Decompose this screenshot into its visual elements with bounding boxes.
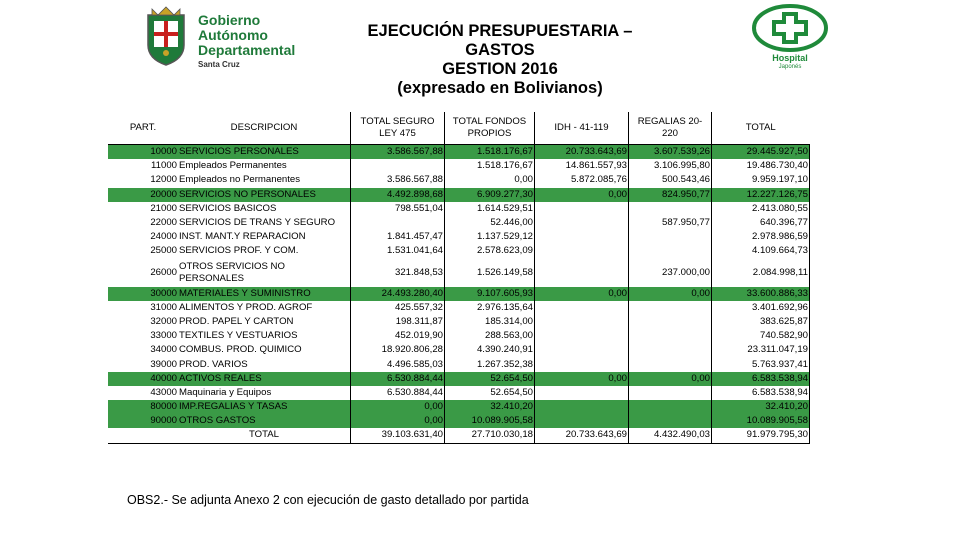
cell-seguro: 1.531.041,64 [351, 244, 445, 258]
cell-idh [535, 230, 629, 244]
cell-fondos: 52.654,50 [445, 372, 535, 386]
santa-cruz-crest-icon [144, 5, 188, 67]
cell-seguro: 1.841.457,47 [351, 230, 445, 244]
cell-part: 39000 [150, 358, 177, 370]
cell-fondos: 1.614.529,51 [445, 202, 535, 216]
cell-descripcion: Empleados no Permanentes [179, 174, 301, 186]
cell-descripcion: SERVICIOS PERSONALES [178, 145, 351, 160]
table-row [108, 188, 810, 202]
cell-seguro: 198.311,87 [351, 315, 445, 329]
cell-total: 32.410,20 [712, 400, 810, 414]
cell-total: 640.396,77 [712, 216, 810, 230]
gobierno-subtitle: Santa Cruz [198, 60, 240, 69]
cell-part: 43000 [150, 386, 177, 398]
cell-descripcion: COMBUS. PROD. QUIMICO [179, 344, 302, 356]
table-row [108, 315, 810, 329]
cell-regalias: 500.543,46 [629, 173, 712, 187]
cell-idh [535, 202, 629, 216]
cell-seguro: 4.496.585,03 [351, 357, 445, 371]
table-row [108, 357, 810, 371]
cell-total: 19.486.730,40 [712, 159, 810, 173]
cell-seguro: 3.586.567,88 [351, 173, 445, 187]
cell-part: 33000 [150, 330, 177, 342]
cell-descripcion: MATERIALES Y SUMINISTRO [178, 287, 351, 301]
cell-part [108, 428, 178, 443]
total-row [108, 428, 810, 443]
cell-regalias [629, 400, 712, 414]
cell-idh [535, 259, 629, 287]
cell-part: 30000 [108, 287, 178, 301]
cell-seguro [351, 159, 445, 173]
table-row [108, 287, 810, 301]
total-idh: 20.733.643,69 [535, 428, 629, 443]
cell-descripcion: TEXTILES Y VESTUARIOS [179, 330, 298, 342]
cell-total: 2.413.080,55 [712, 202, 810, 216]
cell-total: 33.600.886,33 [712, 287, 810, 301]
cell-idh: 20.733.643,69 [535, 145, 629, 160]
cell-seguro: 798.551,04 [351, 202, 445, 216]
page-title: EJECUCIÓN PRESUPUESTARIA – GASTOS GESTION 2016 (expresado en Bolivianos) [367, 22, 633, 97]
cell-part: 20000 [108, 188, 178, 202]
table-row [108, 216, 810, 230]
total-total: 91.979.795,30 [712, 428, 810, 443]
cell-part: 32000 [150, 315, 177, 327]
table-body [108, 145, 810, 444]
cell-regalias: 3.106.995,80 [629, 159, 712, 173]
cell-regalias [629, 244, 712, 258]
cell-descripcion: SERVICIOS BASICOS [179, 202, 277, 214]
cell-seguro: 0,00 [351, 414, 445, 428]
cell-idh [535, 357, 629, 371]
cell-seguro: 3.586.567,88 [351, 145, 445, 160]
cell-descripcion: SERVICIOS NO PERSONALES [178, 188, 351, 202]
table-row [108, 145, 810, 160]
cell-idh [535, 343, 629, 357]
footer-note: OBS2.- Se adjunta Anexo 2 con ejecución de gasto detallado por partida [127, 493, 529, 507]
cell-part: 26000 [150, 266, 177, 278]
cell-fondos: 52.654,50 [445, 386, 535, 400]
col-header-descripcion: DESCRIPCION [230, 122, 298, 133]
table-row [108, 173, 810, 187]
gobierno-logo [144, 5, 304, 71]
cell-total: 3.401.692,96 [712, 301, 810, 315]
cell-part: 80000 [108, 400, 178, 414]
cell-total: 6.583.538,94 [712, 372, 810, 386]
cell-part: 31000 [150, 301, 177, 313]
cell-seguro: 6.530.884,44 [351, 372, 445, 386]
cell-total: 10.089.905,58 [712, 414, 810, 428]
cell-idh [535, 329, 629, 343]
cell-regalias [629, 414, 712, 428]
hospital-logo [750, 4, 830, 70]
budget-table [108, 112, 810, 444]
cell-total: 6.583.538,94 [712, 386, 810, 400]
cell-descripcion: SERVICIOS PROF. Y COM. [179, 245, 299, 257]
cell-seguro: 0,00 [351, 400, 445, 414]
col-header-part: PART. [129, 122, 157, 133]
table-row [108, 386, 810, 400]
cell-regalias: 237.000,00 [629, 259, 712, 287]
cell-regalias: 0,00 [629, 372, 712, 386]
cell-descripcion: ACTIVOS REALES [178, 372, 351, 386]
cell-part: 90000 [108, 414, 178, 428]
cell-regalias: 587.950,77 [629, 216, 712, 230]
cell-part: 10000 [108, 145, 178, 160]
table-header-row [108, 112, 810, 145]
cell-fondos: 6.909.277,30 [445, 188, 535, 202]
cell-descripcion: PROD. PAPEL Y CARTON [179, 315, 294, 327]
table-row [108, 329, 810, 343]
table-row [108, 414, 810, 428]
cell-fondos: 0,00 [445, 173, 535, 187]
cell-fondos: 1.526.149,58 [445, 259, 535, 287]
cell-fondos: 2.578.623,09 [445, 244, 535, 258]
cell-total: 4.109.664,73 [712, 244, 810, 258]
cell-total: 383.625,87 [712, 315, 810, 329]
cell-fondos: 52.446,00 [445, 216, 535, 230]
cell-part: 40000 [108, 372, 178, 386]
total-regalias: 4.432.490,03 [629, 428, 712, 443]
table-row [108, 159, 810, 173]
cell-regalias [629, 301, 712, 315]
table-row [108, 230, 810, 244]
table-row [108, 343, 810, 357]
table-row [108, 400, 810, 414]
cell-descripcion: Empleados Permanentes [179, 160, 287, 172]
hospital-name: Hospital [772, 53, 808, 63]
col-header-idh: IDH - 41-119 [535, 112, 629, 145]
cell-part: 11000 [151, 160, 177, 172]
table-row [108, 259, 810, 287]
cell-part: 12000 [150, 174, 177, 186]
cell-part: 24000 [150, 231, 177, 243]
cell-idh: 0,00 [535, 188, 629, 202]
cell-regalias [629, 386, 712, 400]
cell-part: 22000 [150, 217, 177, 229]
total-seguro: 39.103.631,40 [351, 428, 445, 443]
cell-fondos: 288.563,00 [445, 329, 535, 343]
cell-idh [535, 414, 629, 428]
cell-total: 5.763.937,41 [712, 357, 810, 371]
cell-idh [535, 315, 629, 329]
cell-idh [535, 400, 629, 414]
cell-fondos: 1.267.352,38 [445, 357, 535, 371]
cell-idh [535, 301, 629, 315]
cell-idh [535, 216, 629, 230]
cell-idh: 14.861.557,93 [535, 159, 629, 173]
cell-regalias [629, 315, 712, 329]
cell-fondos: 185.314,00 [445, 315, 535, 329]
cell-regalias [629, 230, 712, 244]
cell-descripcion: OTROS SERVICIOS NO PERSONALES [179, 260, 285, 284]
table-row [108, 301, 810, 315]
cell-total: 740.582,90 [712, 329, 810, 343]
cell-seguro [351, 216, 445, 230]
cell-seguro: 452.019,90 [351, 329, 445, 343]
cell-fondos: 4.390.240,91 [445, 343, 535, 357]
cell-seguro: 4.492.898,68 [351, 188, 445, 202]
cell-fondos: 1.518.176,67 [445, 159, 535, 173]
hospital-subtitle: Japonés [778, 64, 802, 70]
cell-seguro: 24.493.280,40 [351, 287, 445, 301]
cell-fondos: 9.107.605,93 [445, 287, 535, 301]
cell-regalias [629, 329, 712, 343]
cell-part: 25000 [150, 245, 177, 257]
cell-regalias: 824.950,77 [629, 188, 712, 202]
col-header-seguro: TOTAL SEGURO LEY 475 [351, 112, 445, 145]
cell-descripcion: PROD. VARIOS [179, 358, 248, 370]
cell-idh: 5.872.085,76 [535, 173, 629, 187]
cell-regalias [629, 357, 712, 371]
cell-descripcion: INST. MANT.Y REPARACION [179, 231, 306, 243]
cell-descripcion: IMP.REGALIAS Y TASAS [178, 400, 351, 414]
hospital-cross-icon [750, 4, 830, 54]
total-fondos: 27.710.030,18 [445, 428, 535, 443]
cell-fondos: 32.410,20 [445, 400, 535, 414]
cell-idh [535, 386, 629, 400]
cell-idh [535, 244, 629, 258]
cell-seguro: 18.920.806,28 [351, 343, 445, 357]
cell-total: 29.445.927,50 [712, 145, 810, 160]
cell-regalias: 3.607.539,26 [629, 145, 712, 160]
cell-total: 9.959.197,10 [712, 173, 810, 187]
cell-descripcion: Maquinaria y Equipos [179, 386, 272, 398]
cell-total: 12.227.126,75 [712, 188, 810, 202]
table-row [108, 202, 810, 216]
cell-part: 34000 [150, 344, 177, 356]
table-row [108, 244, 810, 258]
cell-fondos: 1.137.529,12 [445, 230, 535, 244]
table-row [108, 372, 810, 386]
gobierno-title: Gobierno Autónomo Departamental [198, 12, 296, 58]
cell-total: 2.084.998,11 [712, 259, 810, 287]
cell-descripcion: OTROS GASTOS [178, 414, 351, 428]
cell-fondos: 10.089.905,58 [445, 414, 535, 428]
cell-fondos: 2.976.135,64 [445, 301, 535, 315]
col-header-fondos: TOTAL FONDOS PROPIOS [445, 112, 535, 145]
cell-seguro: 6.530.884,44 [351, 386, 445, 400]
cell-part: 21000 [150, 202, 177, 214]
cell-idh: 0,00 [535, 372, 629, 386]
total-label: TOTAL [178, 428, 351, 443]
cell-total: 2.978.986,59 [712, 230, 810, 244]
col-header-total: TOTAL [712, 112, 810, 145]
cell-regalias [629, 202, 712, 216]
cell-regalias: 0,00 [629, 287, 712, 301]
cell-seguro: 425.557,32 [351, 301, 445, 315]
cell-regalias [629, 343, 712, 357]
cell-descripcion: SERVICIOS DE TRANS Y SEGURO [179, 217, 336, 229]
cell-descripcion: ALIMENTOS Y PROD. AGROF [179, 301, 313, 313]
cell-fondos: 1.518.176,67 [445, 145, 535, 160]
cell-total: 23.311.047,19 [712, 343, 810, 357]
col-header-regalias: REGALIAS 20-220 [629, 112, 712, 145]
cell-idh: 0,00 [535, 287, 629, 301]
cell-seguro: 321.848,53 [351, 259, 445, 287]
